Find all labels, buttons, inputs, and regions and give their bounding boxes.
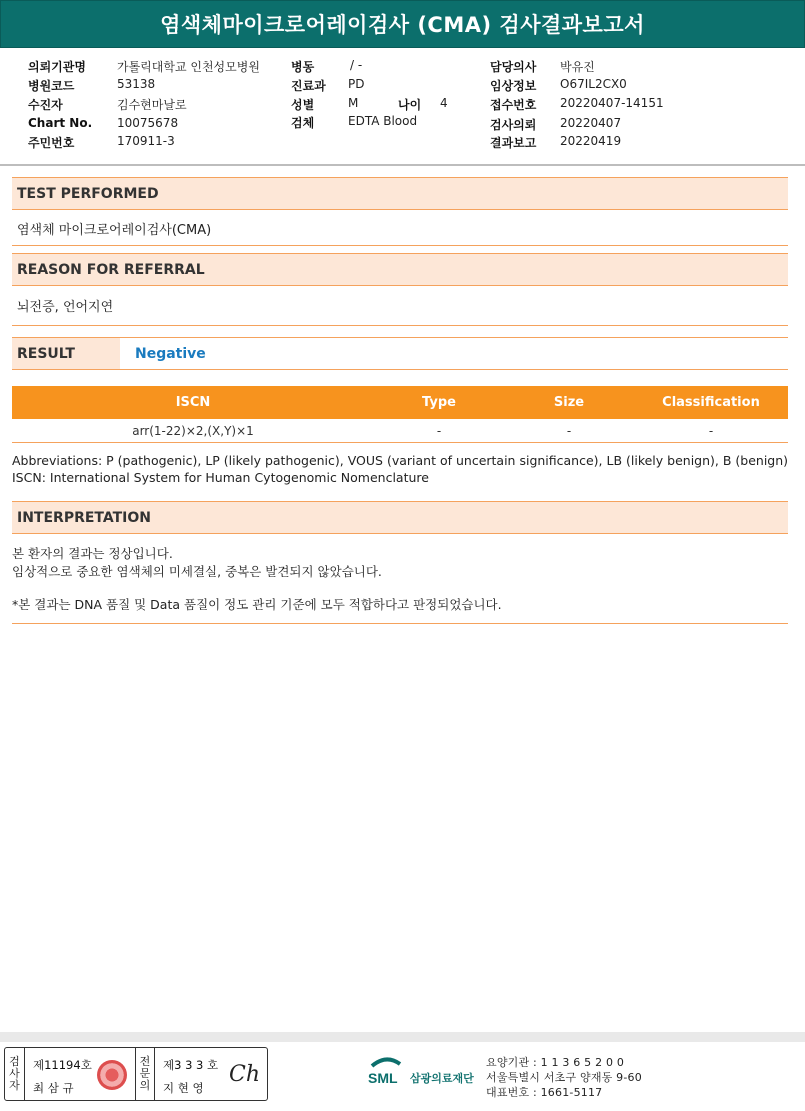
referral-title: REASON FOR REFERRAL (17, 261, 205, 278)
interpretation-line: 본 환자의 결과는 정상입니다. (12, 546, 173, 561)
quality-note: *본 결과는 DNA 품질 및 Data 품질이 정도 관리 기준에 모두 적합하다고 판정되었습니다. (12, 597, 502, 612)
specialist-license: 제3 3 3 호 (163, 1058, 219, 1072)
institution-value: 가톨릭대학교 인천성모병원 (117, 60, 260, 74)
institution-label: 의뢰기관명 (28, 60, 86, 74)
col-iscn: ISCN (175, 395, 211, 410)
result-row (12, 337, 788, 370)
receipt-value: 20220407-14151 (560, 96, 664, 110)
request-label: 검사의뢰 (490, 118, 537, 132)
result-value: Negative (135, 345, 206, 362)
hospital-code-label: 병원코드 (28, 79, 75, 93)
referral-heading (12, 253, 788, 286)
specialist-label: 전 문 의 (135, 1048, 155, 1100)
age-value: 4 (440, 96, 448, 110)
report-title: 염색체마이크로어레이검사 (CMA) 검사결과보고서 (160, 13, 645, 37)
signature-box (4, 1047, 268, 1101)
referral-text: 뇌전증, 언어지연 (17, 300, 114, 315)
org-code: 요양기관 : 1 1 3 6 5 2 0 0 (486, 1056, 625, 1069)
patient-value: 김수현마날로 (117, 98, 187, 112)
abbreviations-line: Abbreviations: P (pathogenic), LP (likely pathogenic), VOUS (variant of uncertain significance), LB (likely benign), B (benign) (12, 453, 789, 468)
inspector-label: 검 사 자 (5, 1048, 25, 1100)
test-performed-heading (12, 177, 788, 210)
ward-label: 병동 (291, 60, 315, 74)
specialist-name: 지 현 영 (163, 1081, 204, 1095)
org-address: 서울특별시 서초구 양재동 9-60 (486, 1071, 642, 1084)
hospital-code-value: 53138 (117, 77, 156, 91)
age-label: 나이 (398, 98, 422, 112)
id-label: 주민번호 (28, 136, 75, 150)
cell-type: - (436, 424, 442, 438)
org-name: 삼광의료재단 (410, 1072, 474, 1085)
specimen-label: 검체 (291, 116, 315, 130)
interpretation-heading (12, 501, 788, 534)
divider (12, 325, 788, 326)
col-classification: Classification (662, 395, 760, 410)
patient-label: 수진자 (28, 98, 63, 112)
dept-label: 진료과 (291, 79, 326, 93)
col-type: Type (422, 395, 456, 410)
signature: Ch (229, 1062, 261, 1087)
patient-info-panel (0, 48, 805, 166)
seal-icon (97, 1060, 127, 1090)
cell-iscn: arr(1-22)×2,(X,Y)×1 (132, 424, 254, 438)
footer (0, 1042, 805, 1111)
svg-text:SML: SML (368, 1070, 398, 1086)
report-date-label: 결과보고 (490, 136, 537, 150)
specimen-value: EDTA Blood (348, 114, 418, 128)
ward-value: / - (350, 58, 363, 72)
test-performed-text: 염색체 마이크로어레이검사(CMA) (17, 223, 212, 238)
clinical-value: O67IL2CX0 (560, 77, 627, 91)
sml-logo-icon (366, 1052, 406, 1092)
org-phone: 대표번호 : 1661-5117 (486, 1086, 603, 1099)
receipt-label: 접수번호 (490, 98, 537, 112)
sex-label: 성별 (291, 98, 315, 112)
inspector-name: 최 삼 규 (33, 1081, 74, 1095)
cell-size: - (566, 424, 572, 438)
id-value: 170911-3 (117, 134, 175, 148)
sex-value: M (348, 96, 359, 110)
clinical-label: 임상정보 (490, 79, 537, 93)
chart-label: Chart No. (28, 116, 93, 130)
table-row (12, 419, 788, 443)
interpretation-title: INTERPRETATION (17, 509, 152, 526)
divider (12, 245, 788, 246)
report-date-value: 20220419 (560, 134, 622, 148)
inspector-license: 제11194호 (33, 1058, 92, 1072)
footer-separator (0, 1032, 805, 1042)
interpretation-line: 임상적으로 중요한 염색체의 미세결실, 중복은 발견되지 않았습니다. (12, 564, 382, 579)
doctor-value: 박유진 (560, 60, 595, 74)
iscn-definition-line: ISCN: International System for Human Cytogenomic Nomenclature (12, 470, 429, 485)
test-performed-title: TEST PERFORMED (17, 185, 159, 202)
results-table-header (12, 386, 788, 419)
doctor-label: 담당의사 (490, 60, 537, 74)
chart-value: 10075678 (117, 116, 179, 130)
result-label: RESULT (12, 338, 120, 369)
report-title-bar (0, 0, 805, 48)
cell-classification: - (708, 424, 714, 438)
request-value: 20220407 (560, 116, 622, 130)
divider (12, 623, 788, 624)
col-size: Size (553, 395, 585, 410)
dept-value: PD (348, 77, 365, 91)
